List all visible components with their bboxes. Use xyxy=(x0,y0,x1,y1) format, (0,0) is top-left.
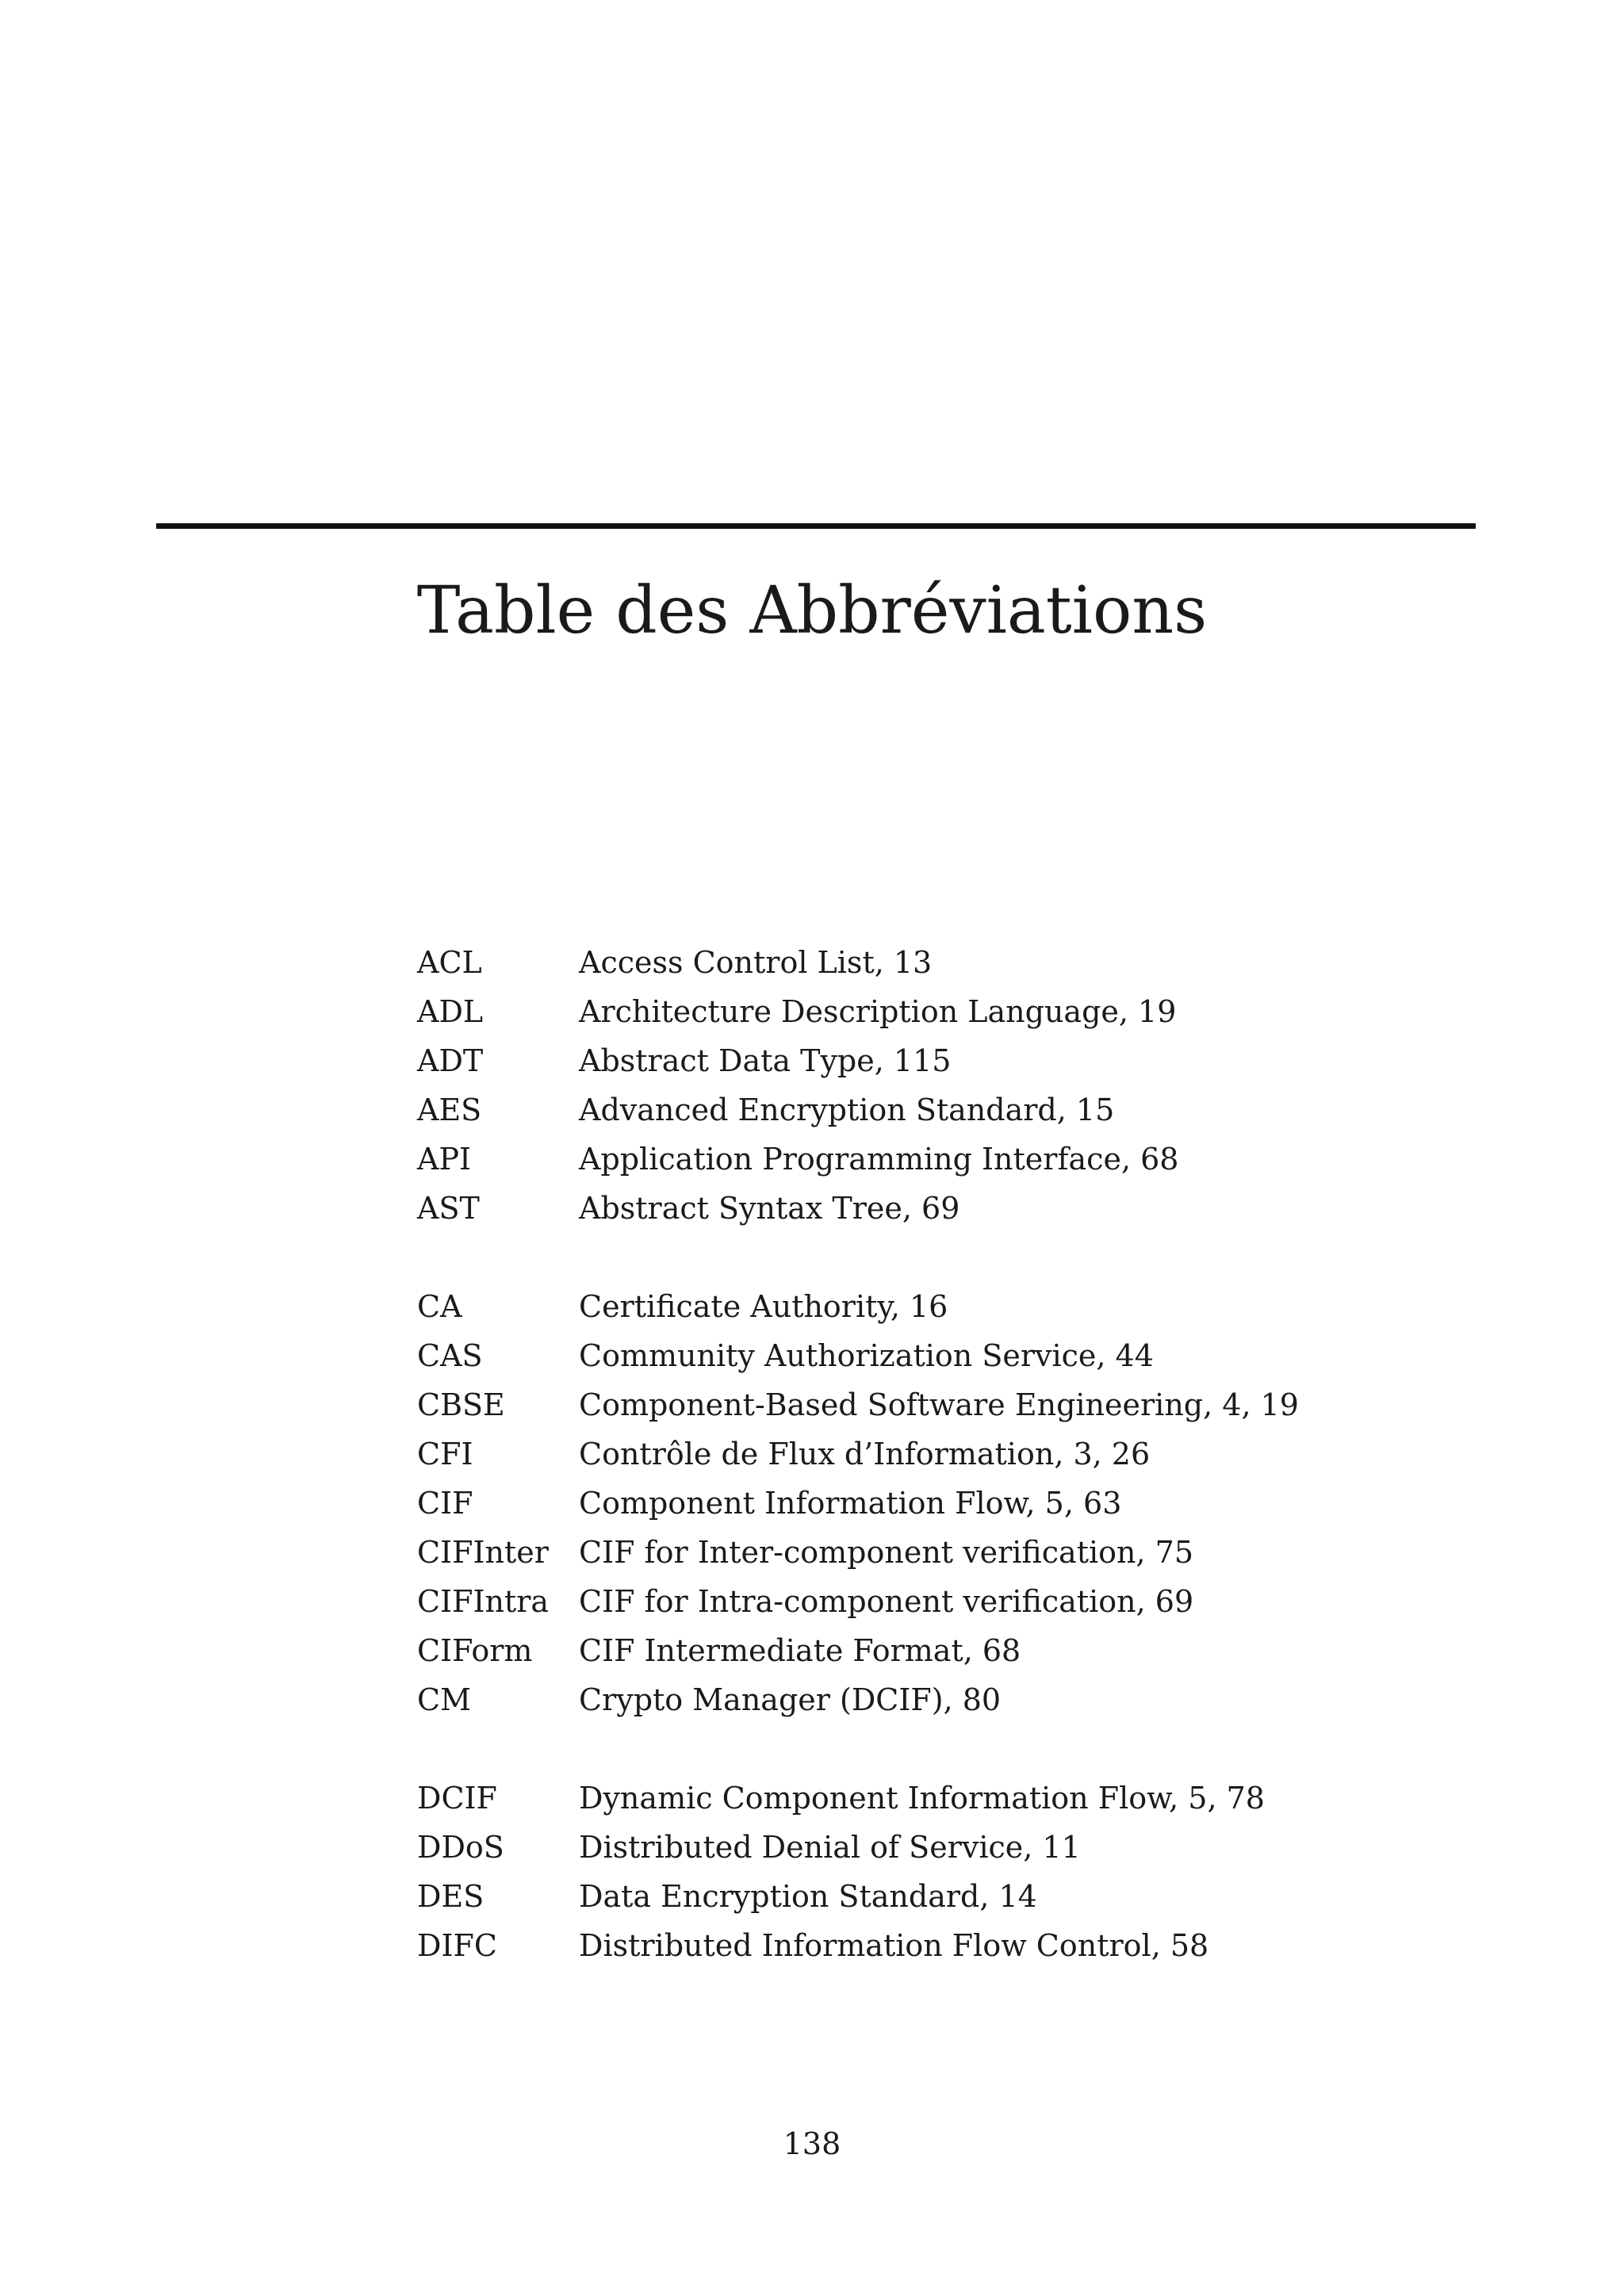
abbreviation-row xyxy=(417,1823,1527,1872)
abbreviation-definition: Abstract Data Type, 115 xyxy=(579,1043,952,1078)
abbreviation-term: CIFInter xyxy=(417,1535,549,1570)
abbreviation-definition: Architecture Description Language, 19 xyxy=(579,994,1177,1029)
chapter-rule xyxy=(156,523,1476,529)
abbreviation-row xyxy=(417,1429,1527,1479)
abbreviation-row xyxy=(417,1675,1527,1724)
abbreviation-definition: Dynamic Component Information Flow, 5, 78 xyxy=(579,1781,1265,1816)
abbreviation-definition: Access Control List, 13 xyxy=(579,945,933,980)
abbreviation-term: CBSE xyxy=(417,1387,505,1422)
abbreviation-row xyxy=(417,1135,1527,1184)
abbreviation-term: ADL xyxy=(417,994,484,1029)
abbreviation-row xyxy=(417,938,1527,987)
abbreviation-definition: Distributed Information Flow Control, 58 xyxy=(579,1928,1209,1963)
abbreviation-definition: Crypto Manager (DCIF), 80 xyxy=(579,1682,1002,1717)
abbreviation-group xyxy=(417,1282,1527,1724)
abbreviation-term: DDoS xyxy=(417,1830,504,1865)
abbreviation-definition: Advanced Encryption Standard, 15 xyxy=(579,1093,1115,1127)
abbreviation-definition: Community Authorization Service, 44 xyxy=(579,1338,1154,1373)
abbreviation-row xyxy=(417,1380,1527,1429)
abbreviation-row xyxy=(417,1774,1527,1823)
abbreviation-term: DCIF xyxy=(417,1781,497,1816)
abbreviation-row xyxy=(417,1577,1527,1626)
page-title: Table des Abbréviations xyxy=(416,573,1208,649)
abbreviation-term: API xyxy=(417,1142,472,1177)
abbreviation-row xyxy=(417,1282,1527,1331)
abbreviation-term: AST xyxy=(417,1191,480,1226)
abbreviation-row xyxy=(417,1626,1527,1675)
abbreviation-definition: Certificate Authority, 16 xyxy=(579,1289,948,1324)
abbreviation-definition: Application Programming Interface, 68 xyxy=(579,1142,1179,1177)
abbreviation-row xyxy=(417,1184,1527,1233)
abbreviation-group xyxy=(417,1774,1527,1970)
abbreviation-term: CIF xyxy=(417,1486,473,1521)
abbreviation-definition: Component Information Flow, 5, 63 xyxy=(579,1486,1122,1521)
abbreviation-group xyxy=(417,938,1527,1233)
abbreviation-definition: Distributed Denial of Service, 11 xyxy=(579,1830,1081,1865)
abbreviation-row xyxy=(417,1921,1527,1970)
abbreviation-term: CFI xyxy=(417,1437,473,1471)
abbreviation-term: CAS xyxy=(417,1338,483,1373)
abbreviation-row xyxy=(417,1479,1527,1528)
abbreviation-term: CIForm xyxy=(417,1633,533,1668)
abbreviation-definition: Data Encryption Standard, 14 xyxy=(579,1879,1037,1914)
abbreviation-list xyxy=(417,938,1527,2019)
abbreviation-row xyxy=(417,1085,1527,1135)
abbreviation-definition: CIF Intermediate Format, 68 xyxy=(579,1633,1021,1668)
abbreviation-term: DES xyxy=(417,1879,485,1914)
abbreviation-definition: Component-Based Software Engineering, 4, 19 xyxy=(579,1387,1299,1422)
page-number: 138 xyxy=(783,2126,841,2161)
abbreviation-definition: CIF for Intra-component verification, 69 xyxy=(579,1584,1194,1619)
abbreviation-row xyxy=(417,1331,1527,1380)
abbreviation-row xyxy=(417,987,1527,1036)
abbreviation-definition: Contrôle de Flux d’Information, 3, 26 xyxy=(579,1437,1151,1471)
abbreviation-term: AES xyxy=(417,1093,482,1127)
abbreviation-term: ADT xyxy=(417,1043,484,1078)
abbreviation-term: CIFIntra xyxy=(417,1584,550,1619)
abbreviation-row xyxy=(417,1872,1527,1921)
abbreviation-row xyxy=(417,1036,1527,1085)
abbreviation-row xyxy=(417,1528,1527,1577)
abbreviation-definition: Abstract Syntax Tree, 69 xyxy=(579,1191,960,1226)
abbreviation-term: DIFC xyxy=(417,1928,497,1963)
abbreviation-term: CA xyxy=(417,1289,462,1324)
abbreviation-definition: CIF for Inter-component verification, 75 xyxy=(579,1535,1193,1570)
abbreviation-term: ACL xyxy=(417,945,482,980)
abbreviation-term: CM xyxy=(417,1682,471,1717)
